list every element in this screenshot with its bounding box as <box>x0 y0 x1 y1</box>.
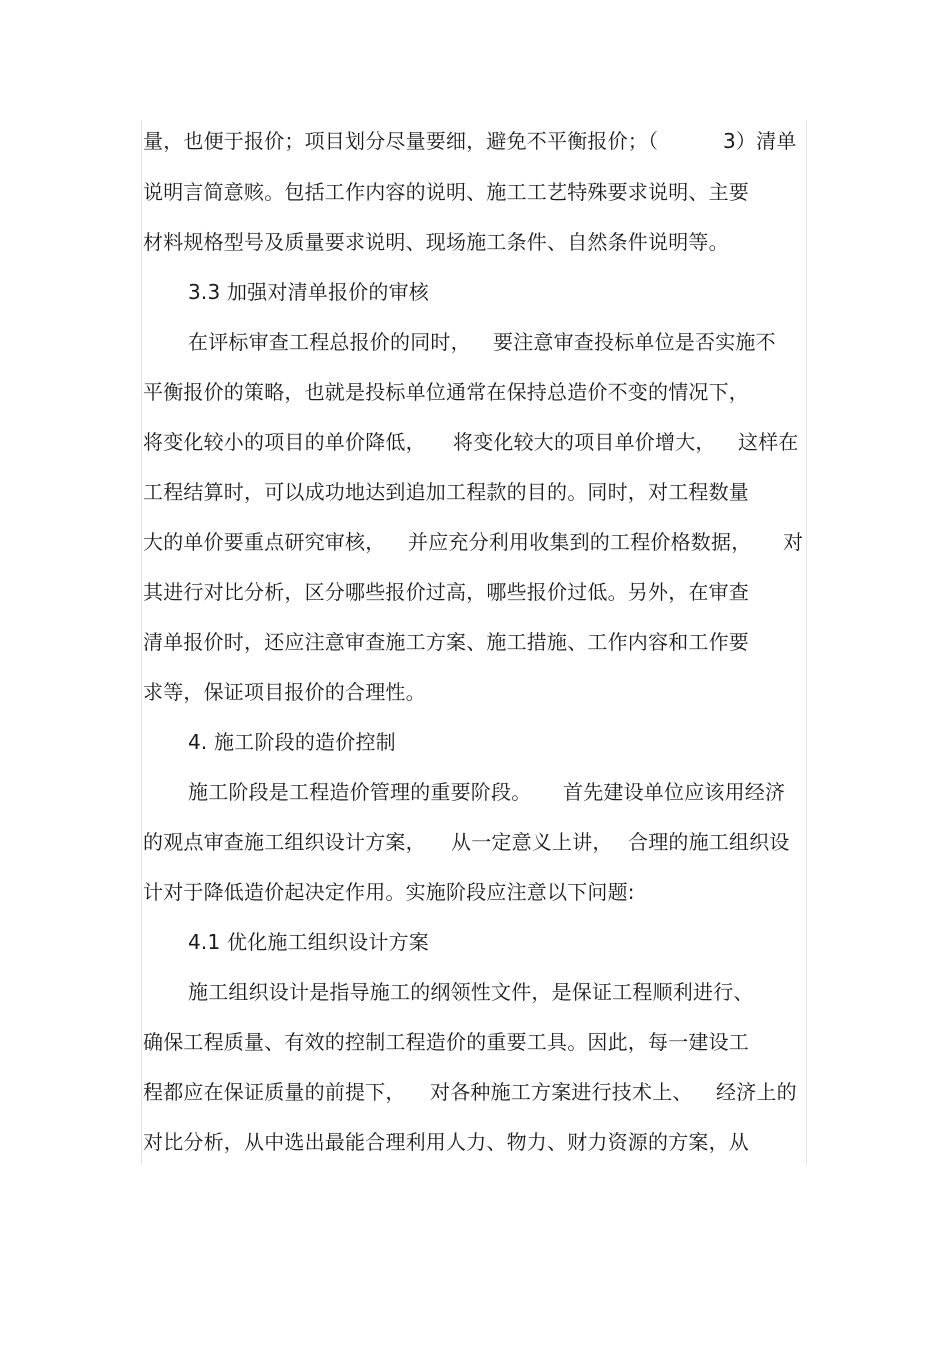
text-segment: 从一定意义上讲， <box>451 830 613 854</box>
text-segment: 施工组织设计是指导施工的纲领性文件，是保证工程顺利进行、 <box>188 980 754 1004</box>
text-segment: 程都应在保证质量的前提下， <box>143 1080 406 1104</box>
text-segment: 并应充分利用收集到的工程价格数据， <box>408 530 752 554</box>
text-segment: 将变化较小的项目的单价降低， <box>143 430 426 454</box>
text-segment: 说明言简意赅。包括工作内容的说明、施工工艺特殊要求说明、主要 <box>143 180 749 204</box>
text-segment: 对各种施工方案进行技术上、 <box>430 1080 693 1104</box>
text-segment: 首先建设单位应该用经济 <box>563 780 786 804</box>
text-segment: 其进行对比分析，区分哪些报价过高，哪些报价过低。另外，在审查 <box>143 580 749 604</box>
text-segment: 对比分析，从中选出最能合理利用人力、物力、财力资源的方案，从 <box>143 1130 749 1154</box>
page-border-right <box>806 120 807 1165</box>
text-segment: 的观点审查施工组织设计方案， <box>143 830 426 854</box>
page-border-left <box>141 120 142 1165</box>
text-segment: 将变化较大的项目单价增大， <box>453 430 716 454</box>
text-segment: 工程结算时，可以成功地达到追加工程款的目的。同时，对工程数量 <box>143 480 749 504</box>
heading-text: 3.3 加强对清单报价的审核 <box>188 280 429 304</box>
text-segment: 要注意审查投标单位是否实施不 <box>493 330 776 354</box>
text-segment: 大的单价要重点研究审核， <box>143 530 386 554</box>
text-segment: 计对于降低造价起决定作用。实施阶段应注意以下问题: <box>143 880 635 904</box>
text-segment: 清单报价时，还应注意审查施工方案、施工措施、工作内容和工作要 <box>143 630 749 654</box>
text-segment: 经济上的 <box>716 1080 797 1104</box>
text-segment: 求等，保证项目报价的合理性。 <box>143 680 426 704</box>
text-segment: 施工阶段是工程造价管理的重要阶段。 <box>188 780 532 804</box>
text-segment: 材料规格型号及质量要求说明、现场施工条件、自然条件说明等。 <box>143 230 729 254</box>
heading-text: 4.1 优化施工组织设计方案 <box>188 930 429 954</box>
text-segment: 这样在 <box>738 430 799 454</box>
text-segment: 平衡报价的策略，也就是投标单位通常在保持总造价不变的情况下， <box>143 380 749 404</box>
heading-text: 4. 施工阶段的造价控制 <box>188 730 396 754</box>
text-segment: 确保工程质量、有效的控制工程造价的重要工具。因此，每一建设工 <box>143 1030 749 1054</box>
text-segment: 在评标审查工程总报价的同时， <box>188 330 471 354</box>
text-segment: 量，也便于报价；项目划分尽量要细，避免不平衡报价；（ <box>143 129 659 153</box>
text-segment: 3）清单 <box>723 129 797 153</box>
text-segment: 合理的施工组织设 <box>628 830 790 854</box>
text-segment: 对 <box>783 530 804 554</box>
